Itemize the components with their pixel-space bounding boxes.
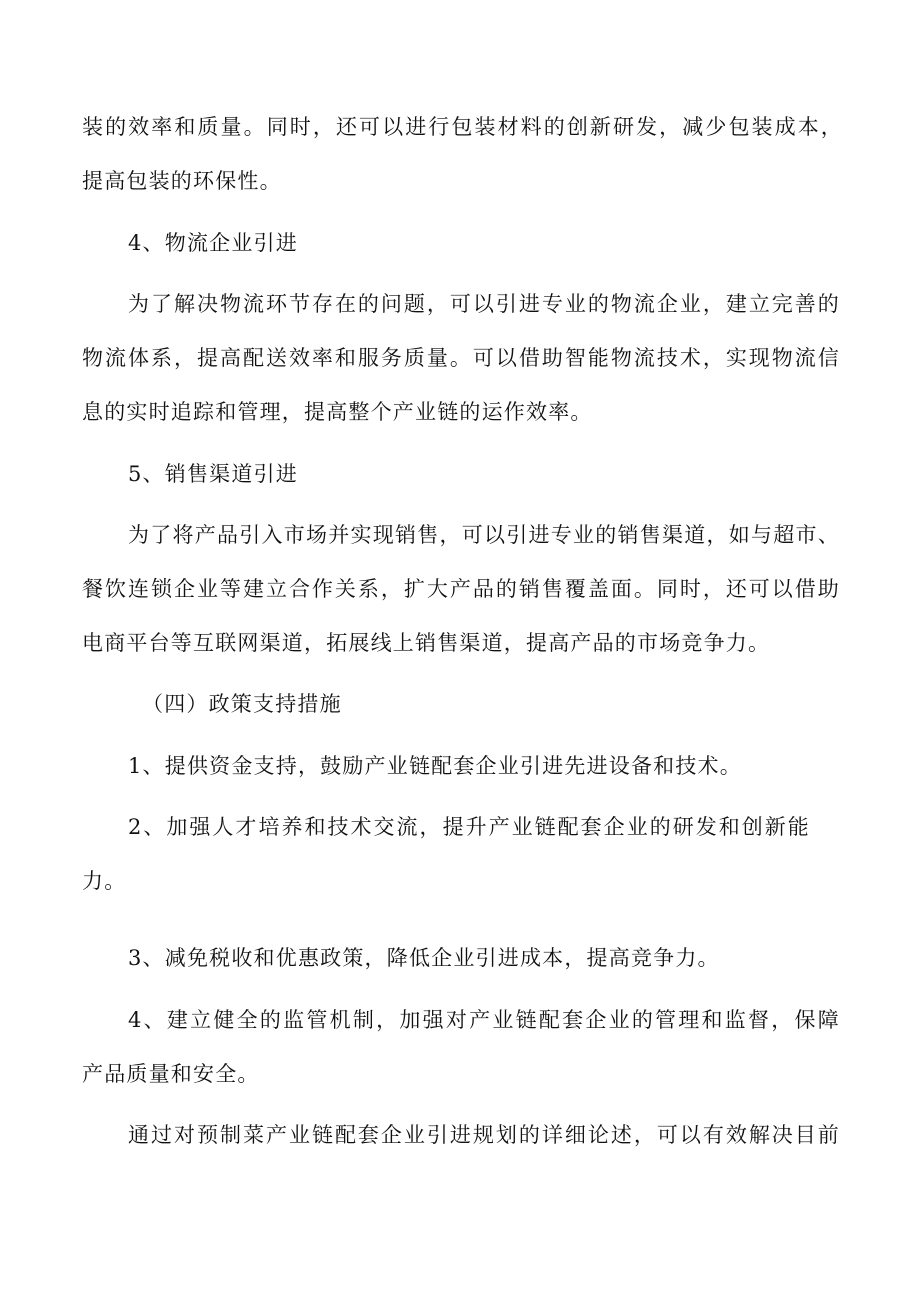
list-item: 3、减免税收和优惠政策，降低企业引进成本，提高竞争力。 — [128, 946, 720, 970]
text-line: 电商平台等互联网渠道，拓展线上销售渠道，提高产品的市场竞争力。 — [82, 631, 771, 655]
text-line: 装的效率和质量。同时，还可以进行包装材料的创新研发，减少包装成本， — [82, 115, 843, 139]
text-line: 力。 — [82, 869, 127, 893]
text-line: 息的实时追踪和管理，提高整个产业链的运作效率。 — [82, 400, 593, 424]
list-item: 2、加强人才培养和技术交流，提升产业链配套企业的研发和创新能 — [128, 815, 810, 839]
list-item: 1、提供资金支持，鼓励产业链配套企业引进先进设备和技术。 — [128, 754, 742, 778]
list-item: 4、建立健全的监管机制，加强对产业链配套企业的管理和监督，保障 — [128, 1008, 840, 1032]
text-line: 为了解决物流环节存在的问题，可以引进专业的物流企业，建立完善的 — [128, 292, 840, 316]
text-line: 通过对预制菜产业链配套企业引进规划的详细论述，可以有效解决目前 — [128, 1123, 840, 1147]
section-heading: 5、销售渠道引进 — [128, 462, 298, 486]
text-line: 为了将产品引入市场并实现销售，可以引进专业的销售渠道，如与超市、 — [128, 523, 840, 547]
text-line: 产品质量和安全。 — [82, 1062, 260, 1086]
section-heading: 4、物流企业引进 — [128, 231, 298, 255]
text-line: 提高包装的环保性。 — [82, 169, 282, 193]
subsection-heading: （四）政策支持措施 — [142, 692, 342, 716]
text-line: 物流体系，提高配送效率和服务质量。可以借助智能物流技术，实现物流信 — [82, 346, 840, 370]
text-line: 餐饮连锁企业等建立合作关系，扩大产品的销售覆盖面。同时，还可以借助 — [82, 577, 840, 601]
